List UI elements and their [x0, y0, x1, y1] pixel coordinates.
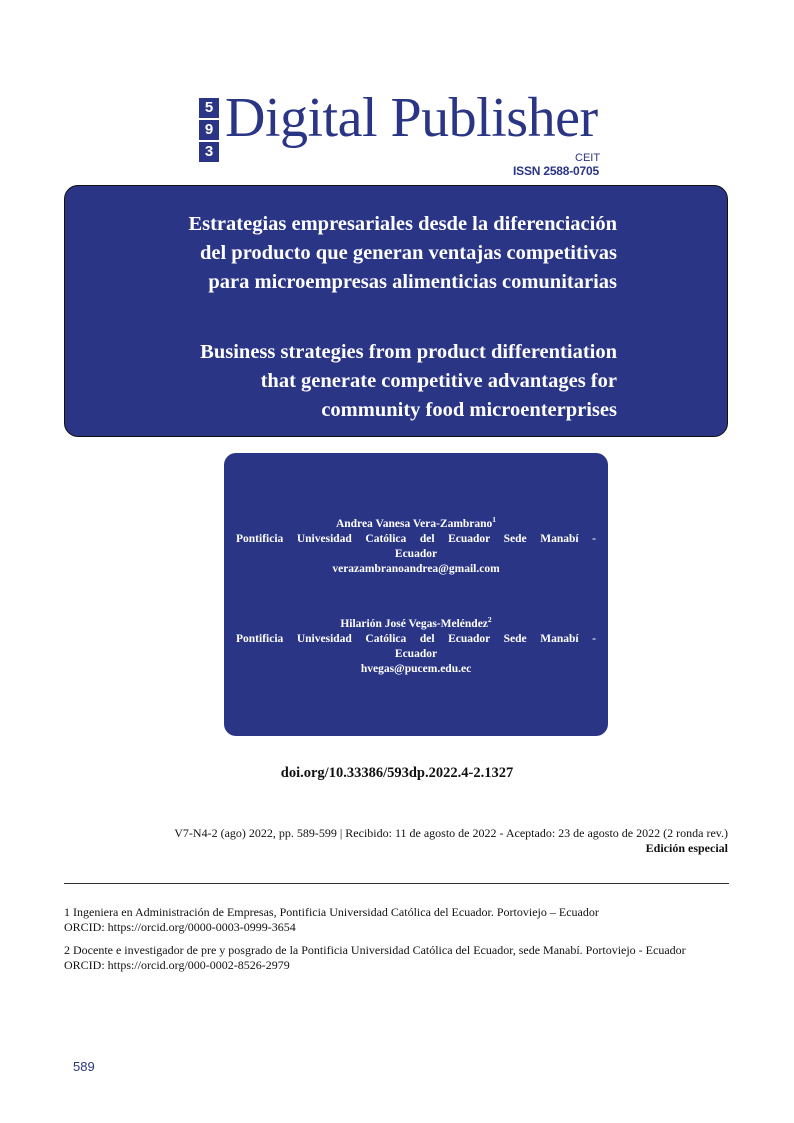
logo-number-593 [199, 98, 219, 164]
author-country: Ecuador [394, 647, 438, 660]
journal-logo [199, 87, 619, 180]
authors-panel [224, 453, 608, 736]
author-country: Ecuador [394, 547, 438, 560]
doi-link[interactable]: doi.org/10.33386/593dp.2022.4-2.1327 [280, 765, 514, 781]
title-spanish: Estrategias empresariales desde la diferenciación del producto que generan ventajas competitivas para microempresas alimenticias comunitarias [188, 213, 617, 293]
publication-meta [174, 826, 728, 856]
author-footnote-ref: 2 [487, 615, 492, 624]
title-english: Business strategies from product differentiation that generate competitive advantages for community food microenterprises [200, 341, 617, 421]
author-block [236, 612, 596, 677]
orcid-link[interactable]: ORCID: https://orcid.org/0000-0003-0999-3654 [64, 920, 296, 934]
author-name: Hilarión José Vegas-Meléndez$^2$ [340, 615, 492, 630]
footnote [64, 905, 729, 935]
author-email[interactable]: hvegas@pucem.edu.ec [360, 662, 472, 675]
issn: ISSN 2588-0705 [513, 164, 599, 178]
logo-digit: 3 [199, 142, 219, 162]
orcid-link[interactable]: ORCID: https://orcid.org/000-0002-8526-2979 [64, 958, 290, 972]
title-panel [64, 185, 728, 437]
author-affiliation: Pontificia Univesidad Católica del Ecuador Sede Manabí - [236, 532, 596, 545]
logo-digit: 9 [199, 120, 219, 140]
footnote-text: 1 Ingeniera en Administración de Empresas, Pontificia Universidad Católica del Ecuador. Portoviejo – Ecuador [64, 905, 599, 919]
author-block [236, 512, 596, 577]
footnote-text: 2 Docente e investigador de pre y posgrado de la Pontificia Universidad Católica del Ecuador, sede Manabí. Portoviejo - Ecuador [64, 943, 686, 957]
author-email[interactable]: verazambranoandrea@gmail.com [332, 562, 500, 575]
footnote-divider [64, 883, 729, 884]
footnotes [64, 905, 729, 981]
logo-digit: 5 [199, 98, 219, 118]
publication-info: V7-N4-2 (ago) 2022, pp. 589-599 | Recibido: 11 de agosto de 2022 - Aceptado: 23 de agosto de 2022 (2 ronda rev.) [174, 826, 728, 840]
page-number: 589 [73, 1059, 95, 1074]
author-footnote-ref: 1 [492, 515, 497, 524]
edition-label: Edición especial [645, 841, 728, 855]
logo-name: Digital Publisher [225, 87, 598, 149]
author-name: Andrea Vanesa Vera-Zambrano$^1$ [335, 515, 497, 530]
footnote [64, 943, 729, 973]
author-affiliation: Pontificia Univesidad Católica del Ecuador Sede Manabí - [236, 632, 596, 645]
logo-subtitle: CEIT [575, 152, 601, 164]
